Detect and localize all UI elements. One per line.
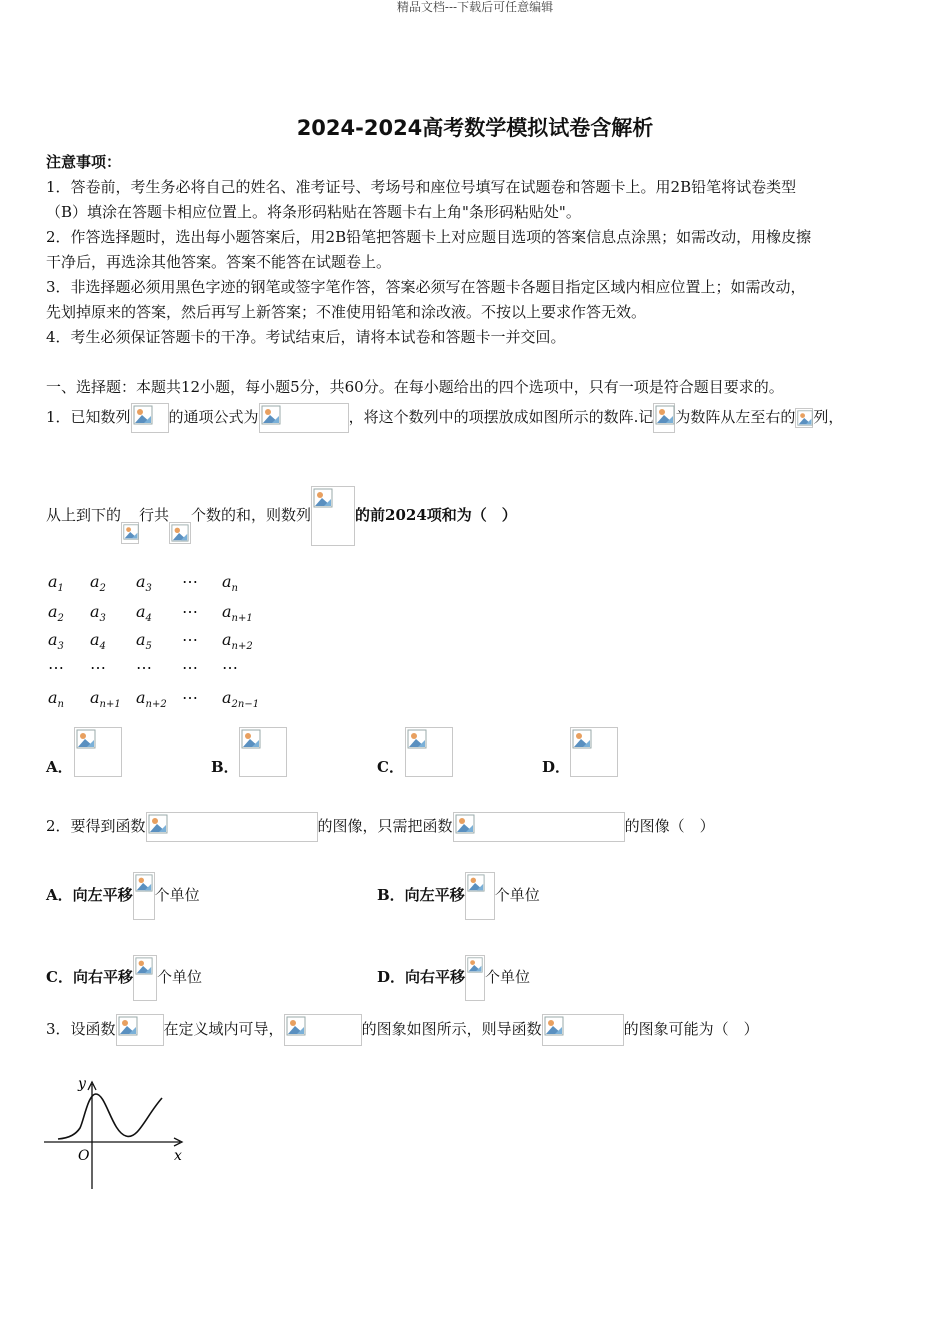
broken-image-icon <box>455 814 475 834</box>
formula-image <box>146 812 318 842</box>
origin-label: O <box>78 1148 90 1164</box>
broken-image-icon <box>118 1016 138 1036</box>
function-curve <box>58 1094 162 1139</box>
formula-image <box>453 812 625 842</box>
matrix-cell: $a_4$ <box>90 630 106 653</box>
matrix-cell: $a_{2n-1}$ <box>222 688 260 711</box>
notice-line: （B）填涂在答题卡相应位置上。将条形码粘贴在答题卡右上角"条形码粘贴处"。 <box>46 203 581 221</box>
x-label: x <box>174 1148 182 1164</box>
formula-image <box>795 408 813 428</box>
matrix-cell: $a_n$ <box>48 688 64 711</box>
broken-image-icon <box>544 1016 564 1036</box>
q1-text: 的通项公式为 <box>168 408 259 426</box>
section-heading: 一、选择题：本题共12小题，每小题5分，共60分。在每小题给出的四个选项中，只有一项是符合题目要求的。 <box>46 378 784 396</box>
broken-image-icon <box>171 524 189 542</box>
q3-text: 在定义域内可导， <box>163 1020 284 1038</box>
q3-text: 3．设函数 <box>46 1020 116 1038</box>
formula-image <box>465 872 495 920</box>
broken-image-icon <box>467 957 483 973</box>
broken-image-icon <box>261 405 281 425</box>
broken-image-icon <box>123 524 139 540</box>
matrix-cell: ⋯ <box>182 658 198 677</box>
formula-image <box>542 1014 624 1046</box>
formula-image <box>465 955 485 1001</box>
formula-image <box>653 403 675 433</box>
matrix-cell: ⋯ <box>182 602 198 621</box>
broken-image-icon <box>241 729 261 749</box>
option-b-image[interactable] <box>239 727 287 777</box>
option-b[interactable] <box>377 870 540 920</box>
broken-image-icon <box>655 405 675 425</box>
q1-text: ，将这个数列中的项摆放成如图所示的数阵.记 <box>348 408 654 426</box>
q1-text: 从上到下的 <box>46 506 122 524</box>
page-header: 精品文档---下载后可任意编辑 <box>396 0 554 14</box>
option-a-text: A．向左平移 <box>46 886 133 904</box>
q2-text: 2．要得到函数 <box>46 817 146 835</box>
broken-image-icon <box>286 1016 306 1036</box>
notice-line: 3．非选择题必须用黑色字迹的钢笔或签字笔作答，答案必须写在答题卡各题目指定区域内相应位置上；如需改动， <box>46 278 806 296</box>
formula-image <box>116 1014 164 1046</box>
option-c-text: C．向右平移 <box>46 968 133 986</box>
option-c[interactable] <box>46 953 202 1001</box>
page-title: 2024-2024高考数学模拟试卷含解析 <box>296 116 654 140</box>
matrix-cell: ⋯ <box>48 658 64 677</box>
option-b-text: B．向左平移 <box>377 886 465 904</box>
matrix-cell: $a_{n+2}$ <box>222 630 253 653</box>
option-a[interactable] <box>46 870 200 920</box>
broken-image-icon <box>313 488 333 508</box>
matrix-cell: $a_2$ <box>48 602 64 625</box>
option-d-label: D． <box>542 758 571 776</box>
formula-image <box>169 522 191 544</box>
unit-text: 个单位 <box>154 886 200 904</box>
broken-image-icon <box>572 729 592 749</box>
formula-image <box>311 486 355 546</box>
q2-text: 的图像，只需把函数 <box>317 817 453 835</box>
y-label: y <box>78 1076 86 1092</box>
option-c-image[interactable] <box>405 727 453 777</box>
matrix-cell: $a_n$ <box>222 572 238 595</box>
broken-image-icon <box>133 405 153 425</box>
notice-line: 干净后，再选涂其他答案。答案不能答在试题卷上。 <box>46 253 392 271</box>
formula-image <box>133 872 155 920</box>
formula-image <box>259 403 349 433</box>
option-c-label: C． <box>377 758 404 776</box>
option-a-image[interactable] <box>74 727 122 777</box>
question-3-stem <box>46 1012 759 1046</box>
broken-image-icon <box>135 957 153 975</box>
formula-image <box>131 403 169 433</box>
option-d-text: D．向右平移 <box>377 968 466 986</box>
matrix-cell: ⋯ <box>182 688 198 707</box>
q1-text: 的前2024项和为（ ） <box>355 506 517 524</box>
unit-text: 个单位 <box>485 968 531 986</box>
q1-text: 为数阵从左至右的 <box>675 408 796 426</box>
matrix-cell: $a_2$ <box>90 572 106 595</box>
question-1-stem <box>46 400 843 434</box>
formula-image <box>284 1014 362 1046</box>
unit-text: 个单位 <box>156 968 202 986</box>
broken-image-icon <box>148 814 168 834</box>
option-d-image[interactable] <box>570 727 618 777</box>
notice-line: 4．考生必须保证答题卡的干净。考试结束后，请将本试卷和答题卡一并交回。 <box>46 328 566 346</box>
broken-image-icon <box>467 874 485 892</box>
matrix-cell: $a_3$ <box>90 602 106 625</box>
matrix-cell: ⋯ <box>90 658 106 677</box>
option-d[interactable] <box>377 953 530 1001</box>
matrix-cell: $a_3$ <box>136 572 152 595</box>
matrix-cell: ⋯ <box>136 658 152 677</box>
formula-image <box>121 522 139 544</box>
q3-text: 的图象如图所示，则导函数 <box>361 1020 542 1038</box>
notice-line: 先划掉原来的答案，然后再写上新答案；不准使用铅笔和涂改液。不按以上要求作答无效。 <box>46 303 647 321</box>
matrix-cell: ⋯ <box>182 572 198 591</box>
notice-line: 2．作答选择题时，选出每小题答案后，用2B铅笔把答题卡上对应题目选项的答案信息点涂黑；如需改动，用橡皮擦 <box>46 228 812 246</box>
matrix-cell: ⋯ <box>182 630 198 649</box>
matrix-cell: ⋯ <box>222 658 238 677</box>
matrix-cell: $a_{n+1}$ <box>90 688 121 711</box>
matrix-cell: $a_{n+1}$ <box>222 602 253 625</box>
unit-text: 个单位 <box>494 886 540 904</box>
broken-image-icon <box>407 729 427 749</box>
option-a-label: A． <box>46 758 73 776</box>
q1-text: 个数的和，则数列 <box>191 506 312 524</box>
q1-text: 行共 <box>139 506 170 524</box>
matrix-cell: $a_5$ <box>136 630 152 653</box>
q1-text: 1．已知数列 <box>46 408 131 426</box>
function-graph <box>40 1074 190 1194</box>
matrix-cell: $a_{n+2}$ <box>136 688 167 711</box>
matrix-cell: $a_1$ <box>48 572 64 595</box>
option-b-label: B． <box>211 758 239 776</box>
q3-text: 的图象可能为（ ） <box>623 1020 759 1038</box>
broken-image-icon <box>135 874 153 892</box>
broken-image-icon <box>76 729 96 749</box>
q1-text: 列， <box>813 408 844 426</box>
question-1-stem-cont <box>46 485 517 546</box>
question-2-stem <box>46 810 715 842</box>
formula-image <box>133 955 157 1001</box>
matrix-cell: $a_4$ <box>136 602 152 625</box>
notice-line: 1．答卷前，考生务必将自己的姓名、准考证号、考场号和座位号填写在试题卷和答题卡上。用2B铅笔将试卷类型 <box>46 178 797 196</box>
q2-text: 的图像（ ） <box>624 817 715 835</box>
matrix-cell: $a_3$ <box>48 630 64 653</box>
broken-image-icon <box>797 410 813 426</box>
notice-heading: 注意事项： <box>46 153 122 171</box>
